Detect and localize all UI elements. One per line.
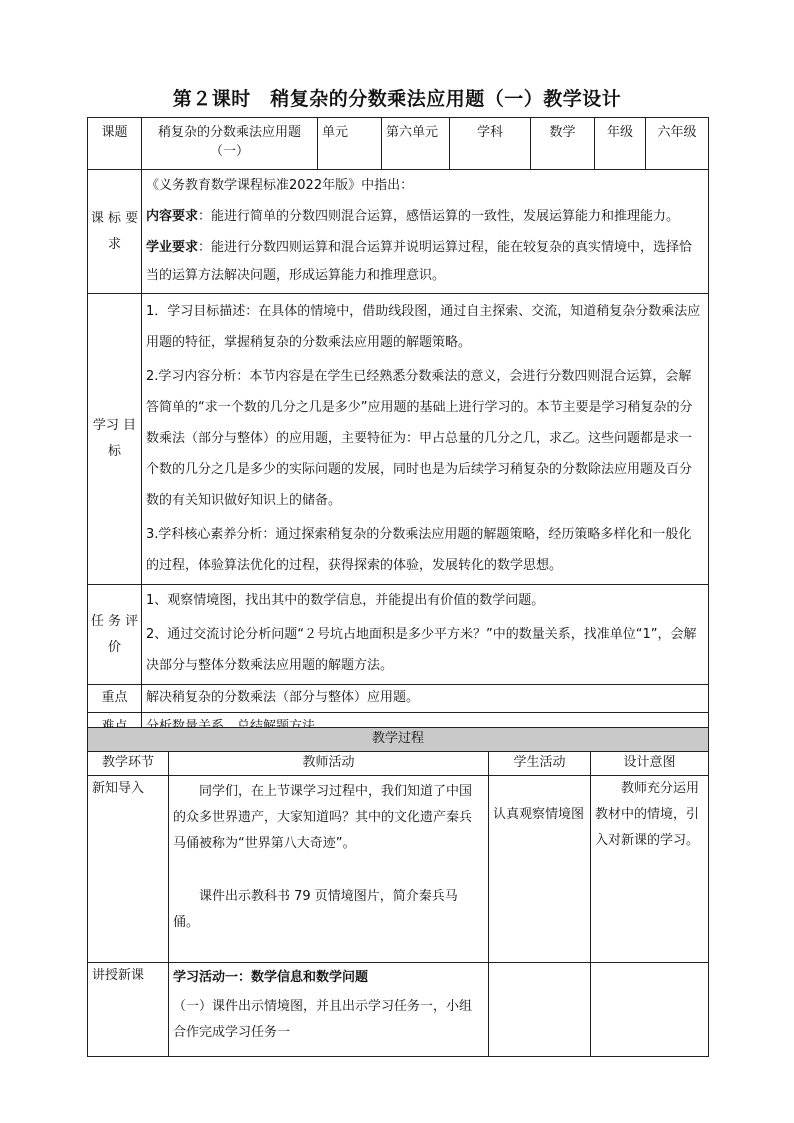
assessment-1: 1、观察情境图，找出其中的数学信息，并能提出有价值的数学问题。 bbox=[146, 593, 545, 608]
objective-2: 2.学习内容分析：本节内容是在学生已经熟悉分数乘法的意义，会进行分数四则混合运算，会解答简单的“求一个数的几分之几是多少”应用题的基础上进行学习的。本节主要是学习稍复杂的分数乘法（部分与整体）的应用题，主要特征为：甲占总量的几分之几，求乙。这些问题都是求一个数的几分之几是多少的实际问题的发展，同时也是为后续学习稍复杂的分数除法应用题及百分数的有关知识做好知识上的储备。 bbox=[146, 369, 693, 508]
subject-label: 学科 bbox=[450, 118, 531, 170]
standards-academic bbox=[142, 234, 708, 293]
key-point-label: 重点 bbox=[88, 685, 142, 713]
teacher-new-p1: （一）课件出示情境图，并且出示学习任务一，小组合作完成学习任务一 bbox=[173, 999, 473, 1040]
grade-value: 六年级 bbox=[646, 118, 709, 170]
subject-value: 数学 bbox=[531, 118, 595, 170]
teacher-activity-intro bbox=[169, 776, 489, 963]
topic-label: 课题 bbox=[88, 118, 142, 170]
unit-value: 第六单元 bbox=[382, 118, 450, 170]
stage-intro: 新知导入 bbox=[88, 776, 169, 963]
lesson-info-table bbox=[87, 117, 709, 743]
unit-label: 单元 bbox=[318, 118, 382, 170]
assessment-cell bbox=[142, 585, 709, 685]
academic-requirement-text: ：能进行分数四则运算和混合运算并说明运算过程，能在较复杂的真实情境中，选择恰当的运算方法解决问题，形成运算能力和推理意识。 bbox=[146, 240, 693, 283]
grade-label: 年级 bbox=[595, 118, 646, 170]
topic-value: 稍复杂的分数乘法应用题（一） bbox=[142, 118, 318, 170]
process-header: 教学过程 bbox=[88, 728, 709, 752]
column-stage: 教学环节 bbox=[88, 752, 169, 776]
assessment-label: 任 务 评价 bbox=[88, 585, 142, 685]
column-intent: 设计意图 bbox=[591, 752, 709, 776]
column-student: 学生活动 bbox=[489, 752, 591, 776]
design-intent-intro: 教师充分运用教材中的情境，引入对新课的学习。 bbox=[591, 776, 709, 963]
design-intent-new bbox=[591, 963, 709, 1057]
content-requirement-key: 内容要求 bbox=[146, 209, 199, 224]
page-title: 第２课时 稍复杂的分数乘法应用题（一）教学设计 bbox=[172, 88, 622, 110]
content-requirement-text: ：能进行简单的分数四则混合运算，感悟运算的一致性，发展运算能力和推理能力。 bbox=[198, 209, 680, 224]
teaching-process-table bbox=[87, 727, 709, 1057]
assessment-2: 2、通过交流讨论分析问题“２号坑占地面积是多少平方米？”中的数量关系，找准单位“1”，会解决部分与整体分数乘法应用题的解题方法。 bbox=[146, 627, 697, 673]
student-activity-new bbox=[489, 963, 591, 1057]
activity-one-heading: 学习活动一：数学信息和数学问题 bbox=[173, 970, 369, 985]
standards-label: 课 标 要求 bbox=[88, 170, 142, 294]
teacher-activity-new bbox=[169, 963, 489, 1057]
objective-3: 3.学科核心素养分析：通过探索稍复杂的分数乘法应用题的解题策略，经历策略多样化和一般化的过程，体验算法优化的过程，获得探索的体验，发展转化的数学思想。 bbox=[146, 527, 692, 573]
column-teacher: 教师活动 bbox=[169, 752, 489, 776]
table-row bbox=[88, 963, 709, 1057]
student-activity-intro: 认真观察情境图 bbox=[489, 776, 591, 963]
objectives-label: 学习 目标 bbox=[88, 294, 142, 585]
objective-1: 1．学习目标描述：在具体的情境中，借助线段图，通过自主探索、交流，知道稍复杂分数乘法应用题的特征，掌握稍复杂的分数乘法应用题的解题策略。 bbox=[146, 304, 701, 350]
teacher-intro-p2: 课件出示教科书 79 页情境图片，简介秦兵马俑。 bbox=[173, 889, 458, 930]
teacher-intro-p1: 同学们，在上节课学习过程中，我们知道了中国的众多世界遗产，大家知道吗？其中的文化遗产秦兵马俑被称为“世界第八大奇迹”。 bbox=[173, 784, 473, 851]
key-point-text: 解决稍复杂的分数乘法（部分与整体）应用题。 bbox=[142, 685, 709, 713]
objectives-cell bbox=[142, 294, 709, 585]
academic-requirement-key: 学业要求 bbox=[146, 240, 199, 255]
stage-new-lesson: 讲授新课 bbox=[88, 963, 169, 1057]
standards-intro: 《义务教育数学课程标准2022年版》中指出： bbox=[146, 178, 414, 193]
standards-cell bbox=[142, 170, 709, 294]
table-row bbox=[88, 776, 709, 963]
standards-content bbox=[142, 203, 708, 234]
